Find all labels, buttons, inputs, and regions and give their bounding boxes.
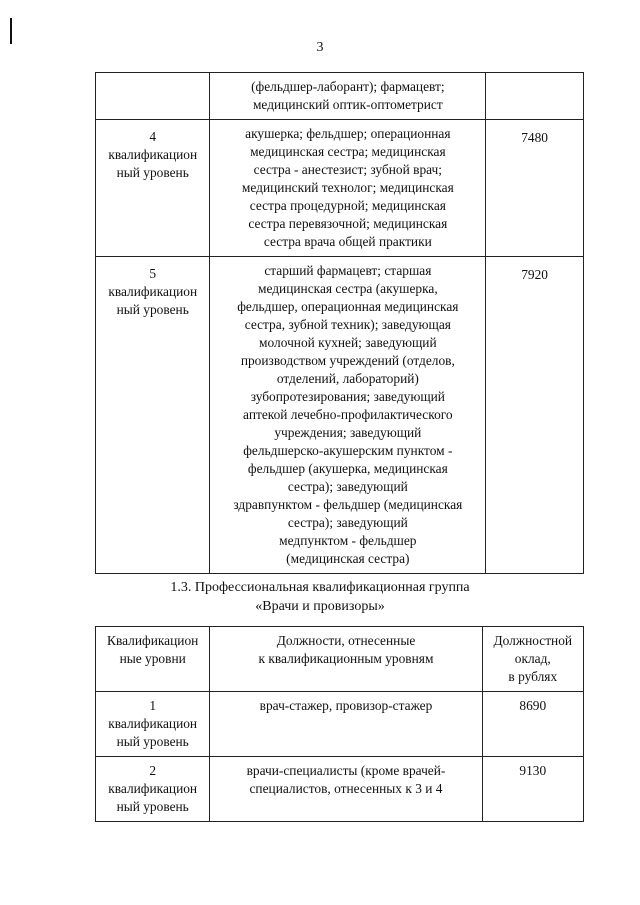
level-cell [96,120,210,257]
positions-line: медицинская сестра; медицинская [250,144,446,159]
table-header-row [96,627,584,692]
level-text: квалификацион [108,284,198,299]
positions-line: (фельдшер-лаборант); фармацевт; [251,79,445,94]
table-row [96,757,584,822]
positions-line: фельдшерско-акушерским пунктом - [243,443,453,458]
table-row [96,73,584,120]
header-text: Должностной [493,633,573,648]
positions-line: молочной кухней; заведующий [259,335,437,350]
header-cell-levels [96,627,210,692]
level-cell [96,257,210,574]
positions-line: специалистов, отнесенных к 3 и 4 [249,781,443,796]
header-text: Квалификацион [107,633,199,648]
level-text: ный уровень [116,734,189,749]
level-text: ный уровень [116,165,189,180]
positions-line: сестра, зубной техник); заведующая [244,317,451,332]
positions-line: фельдшер (акушерка, медицинская [247,461,448,476]
positions-cell [210,257,486,574]
section-title-line: «Врачи и провизоры» [255,599,385,614]
level-number: 2 [149,763,157,778]
positions-line: зубопротезирования; заведующий [250,389,445,404]
header-text: ные уровни [119,651,186,666]
positions-line: медицинский технолог; медицинская [241,180,454,195]
section-title-line: 1.3. Профессиональная квалификационная группа [170,580,470,595]
positions-line: акушерка; фельдшер; операционная [245,126,451,141]
salary-cell: 8690 [482,692,583,757]
level-cell [96,73,210,120]
level-number: 4 [149,129,157,144]
positions-line: сестра); заведующий [287,479,408,494]
level-text: ный уровень [116,799,189,814]
table-row [96,692,584,757]
qualification-table-doctors [95,626,584,822]
positions-line: старший фармацевт; старшая [264,263,432,278]
header-cell-positions [210,627,482,692]
positions-line: врач-стажер, провизор-стажер [259,698,433,713]
page-number: 3 [316,40,324,55]
positions-line: отделений, лабораторий) [276,371,419,386]
level-number: 1 [149,698,157,713]
level-text: ный уровень [116,302,189,317]
salary-cell: 7480 [486,120,584,257]
header-text: оклад, [514,651,551,666]
positions-line: врачи-специалисты (кроме врачей- [246,763,446,778]
salary-cell: 9130 [482,757,583,822]
positions-line: фельдшер, операционная медицинская [237,299,459,314]
table-row [96,257,584,574]
level-text: квалификацион [108,781,198,796]
positions-line: медицинская сестра (акушерка, [257,281,438,296]
section-title [0,578,640,616]
level-number: 5 [149,266,157,281]
positions-line: сестра перевязочной; медицинская [248,216,448,231]
qualification-table-nurses [95,72,584,574]
positions-line: сестра); заведующий [287,515,408,530]
level-cell [96,757,210,822]
positions-line: (медицинская сестра) [286,551,410,566]
positions-line: сестра врача общей практики [263,234,432,249]
salary-cell [486,73,584,120]
positions-line: медпунктом - фельдшер [279,533,417,548]
positions-line: медицинский оптик-оптометрист [252,97,443,112]
level-cell [96,692,210,757]
header-text: Должности, отнесенные [276,633,416,648]
header-text: к квалификационным уровням [258,651,434,666]
header-text: в рублях [508,669,558,684]
level-text: квалификацион [108,716,198,731]
salary-cell: 7920 [486,257,584,574]
header-cell-salary [482,627,583,692]
positions-line: аптекой лечебно-профилактического [243,407,453,422]
positions-line: производством учреждений (отделов, [240,353,455,368]
level-text: квалификацион [108,147,198,162]
positions-cell [210,757,482,822]
positions-cell [210,692,482,757]
positions-line: учреждения; заведующий [274,425,422,440]
positions-cell [210,120,486,257]
positions-line: здравпунктом - фельдшер (медицинская [233,497,463,512]
positions-line: сестра процедурной; медицинская [249,198,446,213]
positions-line: сестра - анестезист; зубной врач; [253,162,443,177]
table-row [96,120,584,257]
positions-cell [210,73,486,120]
